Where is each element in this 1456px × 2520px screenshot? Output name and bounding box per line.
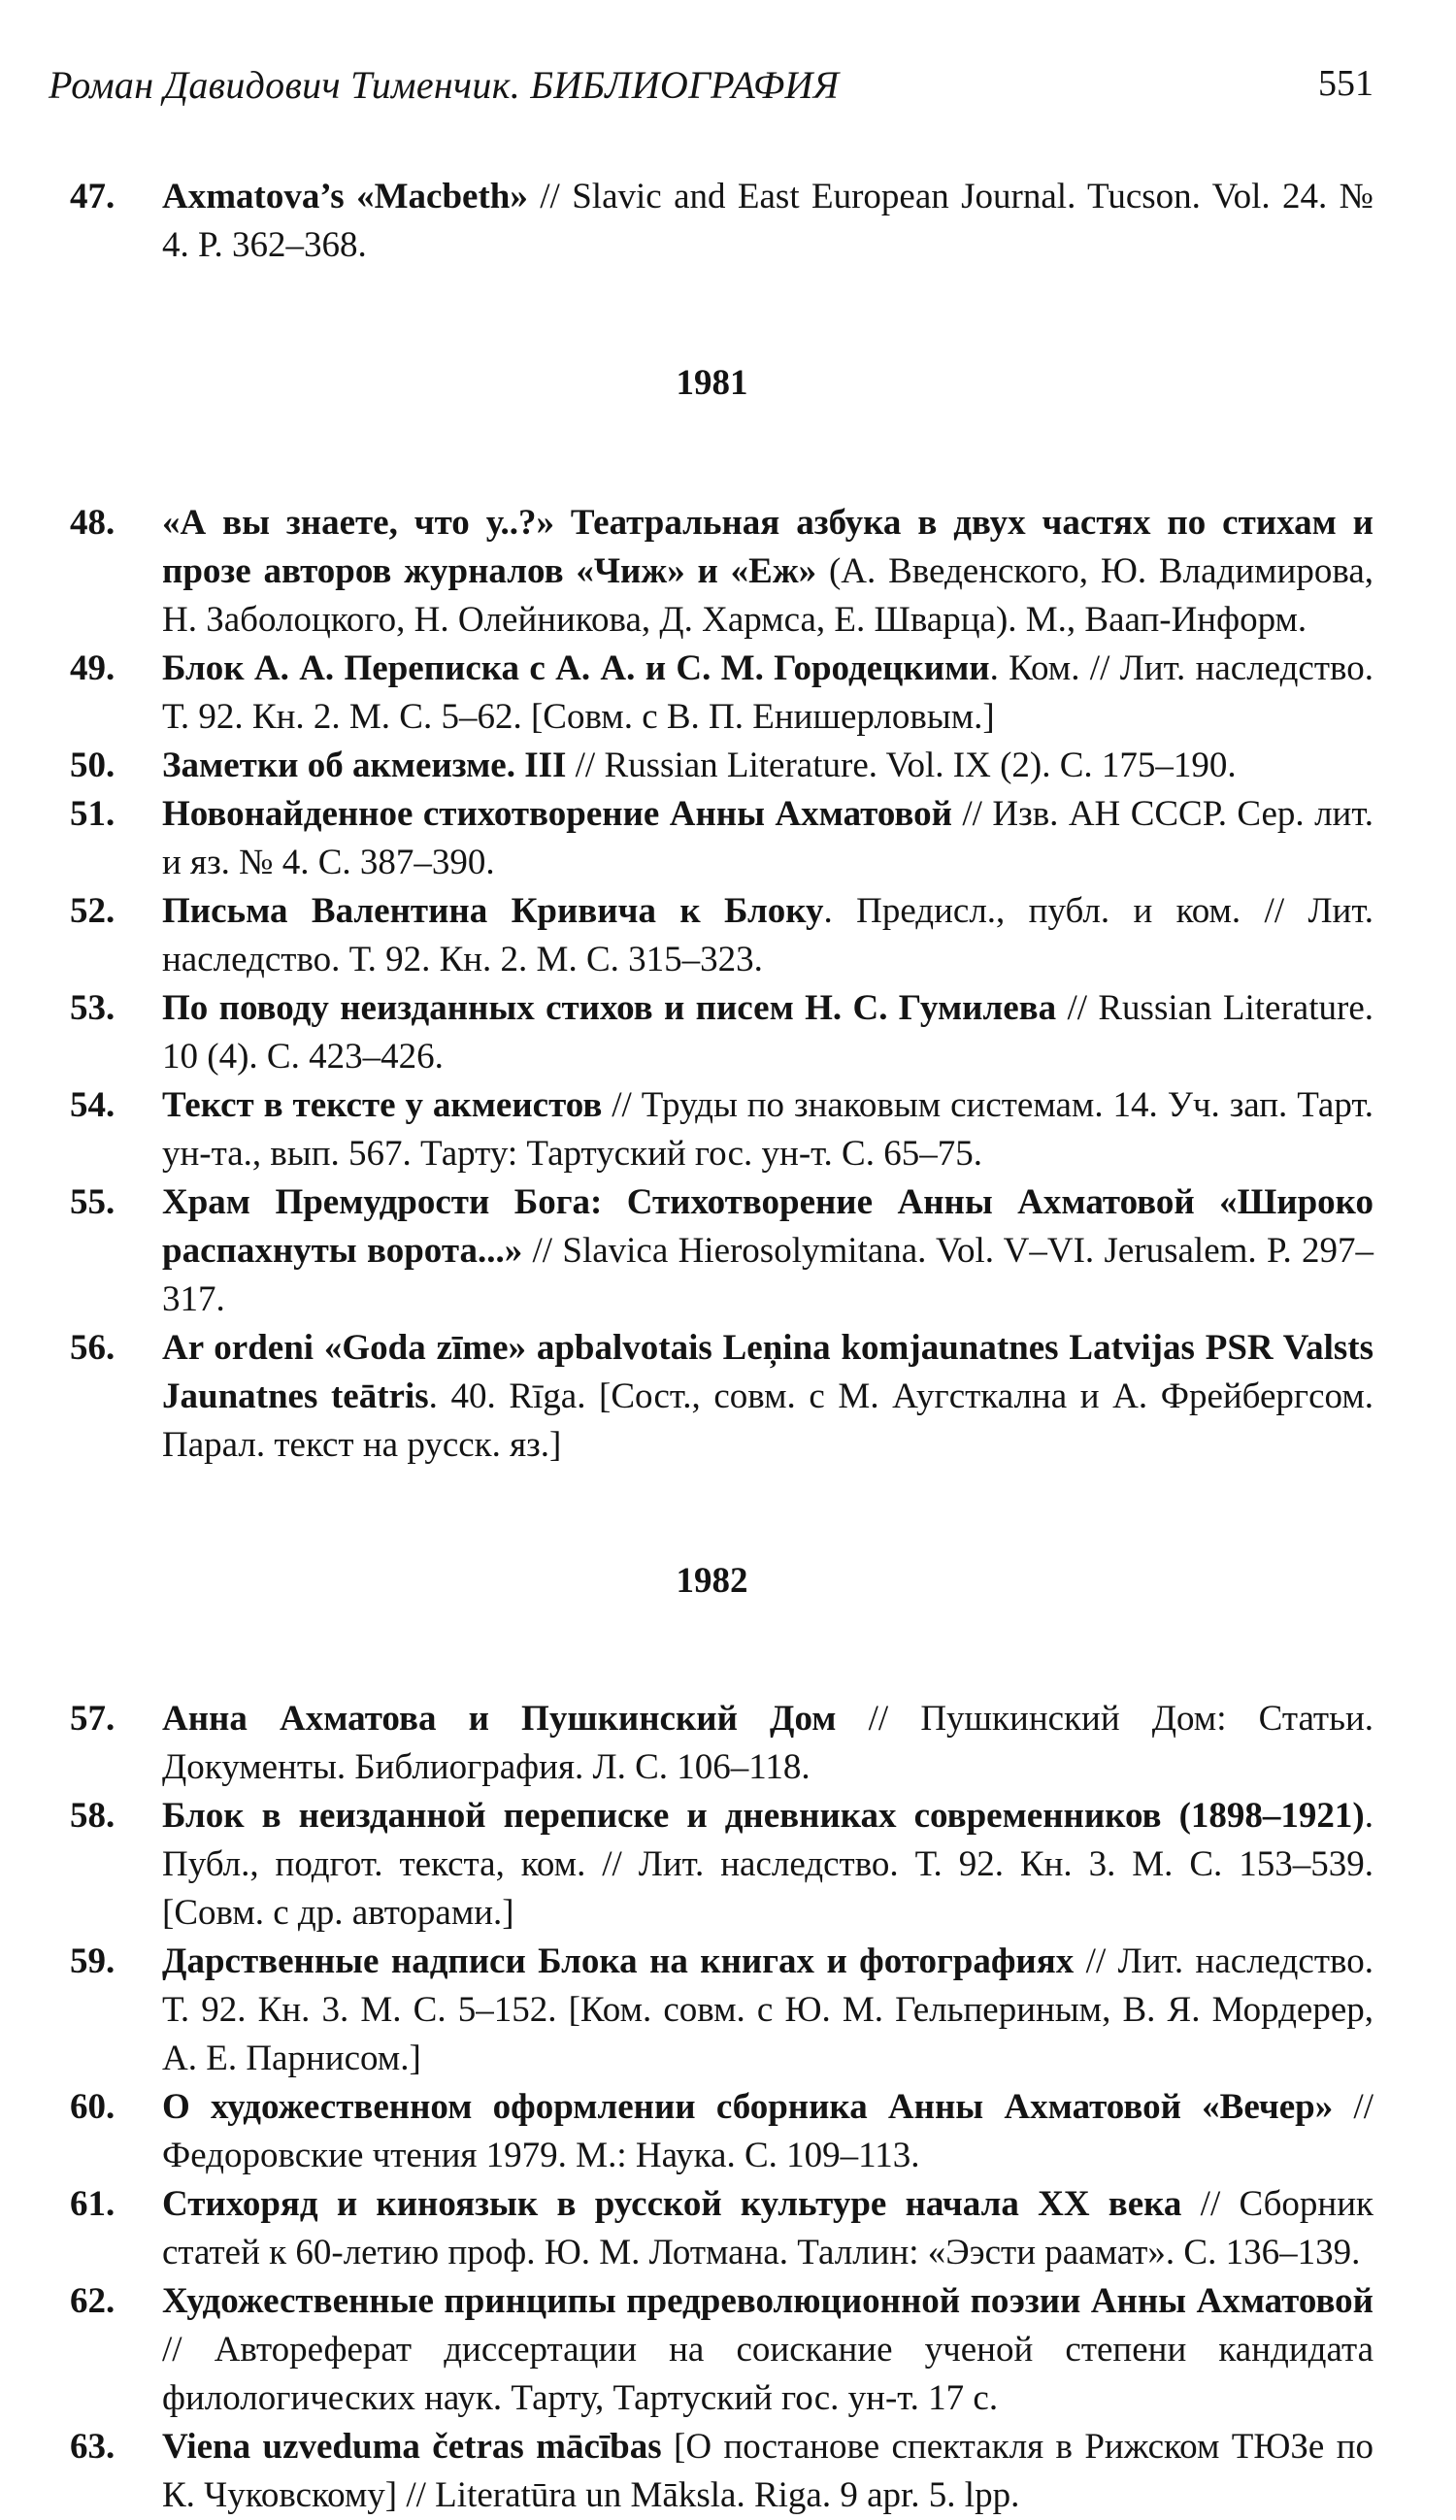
entry-details: // Труды по знаковым системам. 14. Уч. зап. Тарт. ун-та., вып. 567. Тарту: Тартуский гос. ун-т. С. 65–75. bbox=[162, 1085, 1373, 1174]
entry-details: (А. Введенского, Ю. Владимирова, Н. Заболоцкого, Н. Олейникова, Д. Хармса, Е. Шварца). М., Ваап-Информ. bbox=[162, 551, 1373, 640]
entry-text bbox=[162, 499, 1373, 645]
entry-number: 55. bbox=[70, 1182, 116, 1222]
entry-number: 56. bbox=[70, 1328, 116, 1368]
bibliography-entry bbox=[70, 887, 1373, 984]
entry-number: 60. bbox=[70, 2087, 116, 2127]
entry-details: [О постанове спектакля в Рижском ТЮЗе по К. Чуковскому] // Literatūra un Māksla. Riga. 9 apr. 5. lpp. bbox=[162, 2427, 1373, 2515]
entry-text bbox=[162, 2423, 1373, 2520]
entry-number: 48. bbox=[70, 503, 116, 543]
entry-details: . Предисл., публ. и ком. // Лит. наследство. Т. 92. Кн. 2. М. С. 315–323. bbox=[162, 891, 1373, 979]
entry-title: Анна Ахматова и Пушкинский Дом bbox=[162, 1699, 837, 1739]
entries-top bbox=[70, 173, 1373, 270]
bibliography-entry bbox=[70, 2277, 1373, 2423]
entry-title: Письма Валентина Кривича к Блоку bbox=[162, 891, 824, 931]
entry-number: 50. bbox=[70, 746, 116, 785]
entry-title: Заметки об акмеизме. III bbox=[162, 746, 567, 785]
entry-title: О художественном оформлении сборника Анны Ахматовой «Вечер» bbox=[162, 2087, 1334, 2127]
bibliography-entry bbox=[70, 1792, 1373, 1938]
entry-text bbox=[162, 790, 1373, 887]
bibliography-entry bbox=[70, 1178, 1373, 1324]
entry-text bbox=[162, 1324, 1373, 1470]
bibliography-entry bbox=[70, 645, 1373, 742]
bibliography-entry bbox=[70, 1324, 1373, 1470]
entry-number: 51. bbox=[70, 794, 116, 834]
entry-title: Художественные принципы предреволюционной поэзии Анны Ахматовой bbox=[162, 2281, 1373, 2321]
entry-details: // Автореферат диссертации на соискание ученой степени кандидата филологических наук. Тарту, Тартуский гос. ун-т. 17 с. bbox=[162, 2330, 1373, 2418]
entry-number: 49. bbox=[70, 648, 116, 688]
entry-title: По поводу неизданных стихов и писем Н. С. Гумилева bbox=[162, 988, 1057, 1028]
bibliography-entry bbox=[70, 1081, 1373, 1178]
entry-title: Дарственные надписи Блока на книгах и фотографиях bbox=[162, 1941, 1075, 1981]
bibliography-entry bbox=[70, 173, 1373, 270]
bibliography-entry bbox=[70, 1938, 1373, 2083]
entry-text bbox=[162, 2277, 1373, 2423]
entry-title: Axmatova’s «Macbeth» bbox=[162, 177, 528, 216]
bibliography-entry bbox=[70, 2423, 1373, 2520]
entry-text bbox=[162, 645, 1373, 742]
entries-1982 bbox=[70, 1695, 1373, 2520]
page-header bbox=[49, 62, 1373, 120]
entry-text bbox=[162, 887, 1373, 984]
entry-details: // Slavica Hierosolymitana. Vol. V–VI. Jerusalem. P. 297–317. bbox=[162, 1231, 1373, 1319]
bibliography-entry bbox=[70, 984, 1373, 1081]
entry-title: Стихоряд и киноязык в русской культуре начала XX века bbox=[162, 2184, 1182, 2224]
entry-number: 54. bbox=[70, 1085, 116, 1125]
entry-number: 61. bbox=[70, 2184, 116, 2224]
entry-title: Текст в тексте у акмеистов bbox=[162, 1085, 603, 1125]
entry-details: // Russian Literature. 10 (4). С. 423–426. bbox=[162, 988, 1374, 1077]
entry-details: . 40. Rīga. [Сост., совм. с М. Аугсткална и А. Фрейбергсом. Парал. текст на русск. яз.] bbox=[162, 1376, 1373, 1465]
entry-number: 47. bbox=[70, 177, 116, 216]
bibliography-entry bbox=[70, 1695, 1373, 1792]
entry-text bbox=[162, 1081, 1373, 1178]
entry-details: . Ком. // Лит. наследство. Т. 92. Кн. 2. М. С. 5–62. [Совм. с В. П. Енишерловым.] bbox=[162, 648, 1373, 737]
entry-text bbox=[162, 1938, 1373, 2083]
entry-title: Блок в неизданной переписке и дневниках современников (1898–1921) bbox=[162, 1796, 1365, 1836]
year-heading: 1981 bbox=[676, 363, 748, 403]
bibliography-entry bbox=[70, 742, 1373, 790]
entry-details: . Публ., подгот. текста, ком. // Лит. наследство. Т. 92. Кн. 3. М. С. 153–539. [Совм. с др. авторами.] bbox=[162, 1796, 1373, 1933]
entry-number: 58. bbox=[70, 1796, 116, 1836]
entry-details: // Russian Literature. Vol. IX (2). С. 175–190. bbox=[566, 746, 1237, 785]
entry-text bbox=[162, 2083, 1373, 2180]
entry-text bbox=[162, 984, 1373, 1081]
entry-title: Новонайденное стихотворение Анны Ахматовой bbox=[162, 794, 952, 834]
entry-text bbox=[162, 742, 1373, 790]
entry-number: 53. bbox=[70, 988, 116, 1028]
bibliography-entry bbox=[70, 499, 1373, 645]
entry-details: // Федоровские чтения 1979. М.: Наука. С. 109–113. bbox=[162, 2087, 1373, 2175]
bibliography-entry bbox=[70, 790, 1373, 887]
entries-1981 bbox=[70, 499, 1373, 1470]
entry-details: // Пушкинский Дом: Статьи. Документы. Библиография. Л. С. 106–118. bbox=[162, 1699, 1374, 1787]
year-heading: 1982 bbox=[676, 1561, 748, 1601]
entry-details: // Лит. наследство. Т. 92. Кн. 3. М. С. 5–152. [Ком. совм. с Ю. М. Гельпериным, В. Я. Мордерер, А. Е. Парнисом.] bbox=[162, 1941, 1373, 2078]
entry-details: // Slavic and East European Journal. Tucson. Vol. 24. № 4. P. 362–368. bbox=[162, 177, 1373, 265]
entry-text bbox=[162, 173, 1373, 270]
entry-title: Viena uzveduma četras mācības bbox=[162, 2427, 662, 2467]
entry-title: Ar ordeni «Goda zīme» apbalvotais Leņina komjaunatnes Latvijas PSR Valsts Jaunatnes teātris bbox=[162, 1328, 1373, 1416]
entry-number: 57. bbox=[70, 1699, 116, 1739]
entry-title: Блок А. А. Переписка с А. А. и С. М. Городецкими bbox=[162, 648, 990, 688]
running-title: Роман Давидович Тименчик. БИБЛИОГРАФИЯ bbox=[49, 63, 840, 107]
entry-number: 59. bbox=[70, 1941, 116, 1981]
entry-text bbox=[162, 1792, 1373, 1938]
entry-number: 62. bbox=[70, 2281, 116, 2321]
entry-text bbox=[162, 1178, 1373, 1324]
entry-details: // Сборник статей к 60-летию проф. Ю. М. Лотмана. Таллин: «Ээсти раамат». С. 136–139. bbox=[162, 2184, 1373, 2272]
page-number: 551 bbox=[1318, 63, 1373, 104]
entry-number: 63. bbox=[70, 2427, 116, 2467]
entry-text bbox=[162, 1695, 1373, 1792]
entry-details: // Изв. АН СССР. Сер. лит. и яз. № 4. С. 387–390. bbox=[162, 794, 1373, 882]
entry-title: Храм Премудрости Бога: Стихотворение Анны Ахматовой «Широко распахнуты ворота...» bbox=[162, 1182, 1373, 1271]
entry-title: «А вы знаете, что у..?» Театральная азбука в двух частях по стихам и прозе авторов журналов «Чиж» и «Еж» bbox=[162, 503, 1373, 591]
bibliography-entry bbox=[70, 2180, 1373, 2277]
entry-number: 52. bbox=[70, 891, 116, 931]
bibliography-entry bbox=[70, 2083, 1373, 2180]
entry-text bbox=[162, 2180, 1373, 2277]
bibliography-list bbox=[70, 173, 1373, 2520]
